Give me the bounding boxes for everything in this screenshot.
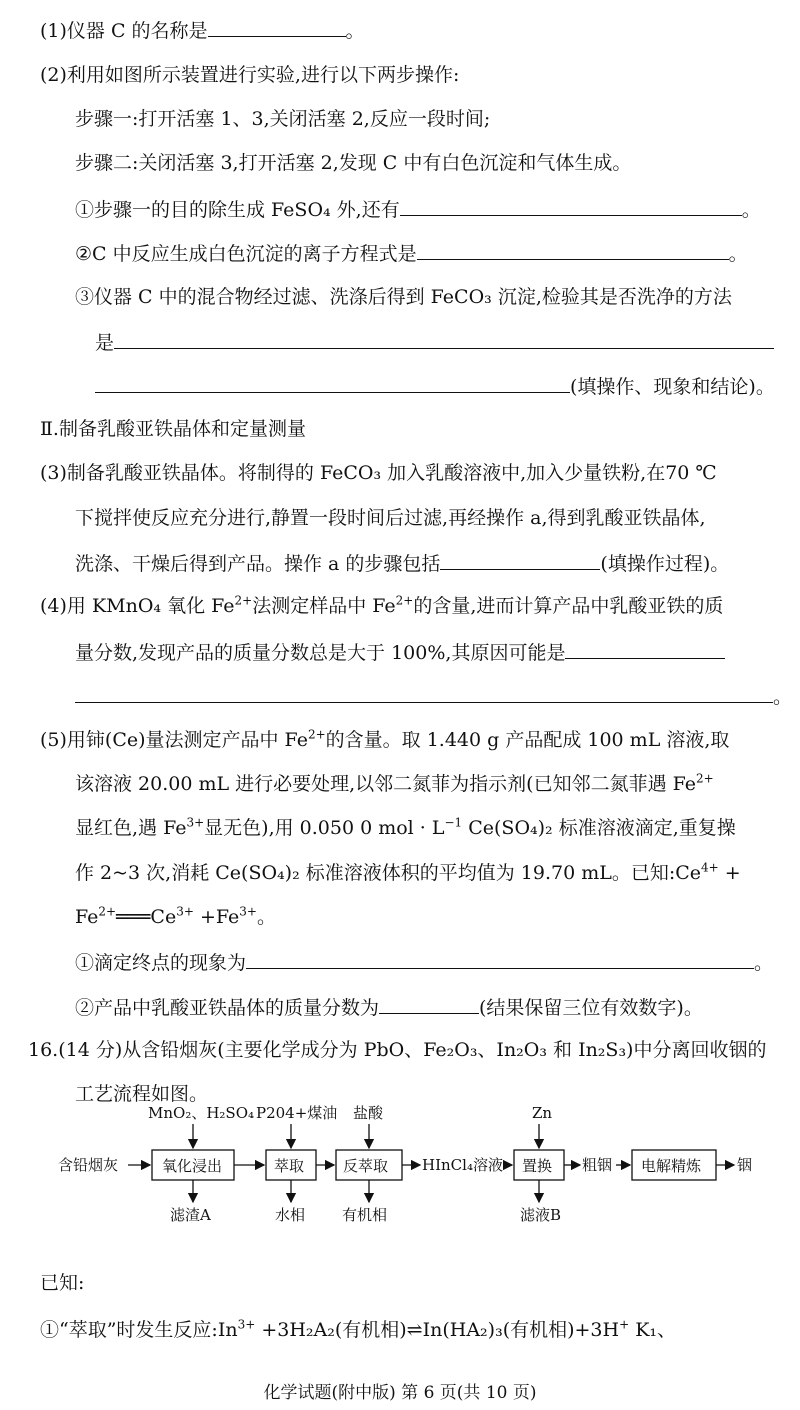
page-footer: 化学试题(附中版) 第 6 页(共 10 页) — [263, 1383, 537, 1403]
q4-line3: 。 — [75, 682, 792, 710]
flow-reagent2-label: P204+煤油 — [256, 1104, 338, 1122]
q5-sub1: ①滴定终点的现象为 。 — [75, 948, 773, 976]
q3-line3: 洗涤、干燥后得到产品。操作 a 的步骤包括 (填操作过程)。 — [75, 549, 729, 577]
q5-line5: $Fe^{2+}═══Ce^{3+} +Fe^{3+}$。 — [75, 904, 276, 928]
q2-sub2: ②C 中反应生成白色沉淀的离子方程式是 。 — [75, 239, 748, 267]
q5-sub1-blank[interactable] — [246, 948, 754, 969]
flow-out3-label: 有机相 — [342, 1206, 388, 1224]
q5-line4: 作 2~3 次,消耗 Ce(SO₄)₂ 标准溶液体积的平均值为 19.70 mL。已知$:Ce^{4+}$ + — [75, 860, 741, 884]
q5-line3: 显红色,遇 $Fe^{3+}$显无色),用 0.050 0 mol · $L^{-1}$ Ce(SO₄)₂ 标准溶液滴定,重复操 — [75, 815, 736, 839]
q1-line: (1)仪器 C 的名称是 。 — [40, 16, 365, 44]
q2-intro: (2)利用如图所示装置进行实验,进行以下两步操作: — [40, 64, 460, 86]
section2-title: Ⅱ.制备乳酸亚铁晶体和定量测量 — [40, 418, 306, 440]
flow-box2-label: 萃取 — [274, 1157, 305, 1175]
q2-sub3-line2: 是 — [95, 328, 774, 356]
q2-sub2-blank[interactable] — [417, 239, 729, 260]
q5-sub2: ②产品中乳酸亚铁晶体的质量分数为 (结果保留三位有效数字)。 — [75, 993, 703, 1021]
q3-blank[interactable] — [440, 549, 600, 570]
flow-reagent3-label: 盐酸 — [353, 1104, 384, 1122]
flow-mid2-label: 粗铟 — [582, 1156, 613, 1174]
q2-sub1-blank[interactable] — [400, 195, 742, 216]
q1-answer-blank[interactable] — [208, 16, 346, 37]
flow-box4-label: 置换 — [522, 1157, 553, 1175]
q4-blank1[interactable] — [565, 638, 725, 659]
flow-box5-label: 电解精炼 — [641, 1157, 702, 1175]
q2-sub1: ①步骤一的目的除生成 FeSO₄ 外,还有 。 — [75, 195, 761, 223]
q4-line2: 量分数,发现产品的质量分数总是大于 100%,其原因可能是 — [75, 638, 725, 666]
q5-line1: (5)用铈(Ce)量法测定产品中 $Fe^{2+}$的含量。取 1.440 g 产品配成 100 mL 溶液,取 — [40, 727, 730, 751]
q5-line2: 该溶液 20.00 mL 进行必要处理,以邻二氮菲为指示剂(已知邻二氮菲遇 $Fe^{2+}$ — [75, 771, 714, 795]
q3-line2: 下搅拌使反应充分进行,静置一段时间后过滤,再经操作 a,得到乳酸亚铁晶体, — [75, 507, 706, 529]
flow-end-label: 铟 — [737, 1156, 753, 1174]
known-line1: ①“萃取”时发生反应$:In^{3+} +3H_2A_2$(有机相)⇌In(HA₂)₃(有机相)+3H+ K₁、 — [40, 1317, 677, 1341]
flow-reagent1-label: MnO₂、H₂SO₄ — [148, 1104, 255, 1122]
flow-start-label: 含铅烟灰 — [58, 1156, 119, 1174]
flow-out2-label: 水相 — [275, 1206, 306, 1224]
q16-line1: 16.(14 分)从含铅烟灰(主要化学成分为 PbO、Fe₂O₃、In₂O₃ 和 In₂S₃)中分离回收铟的 — [28, 1039, 767, 1061]
q5-sub2-blank[interactable] — [379, 993, 479, 1014]
flow-out1-label: 滤渣A — [170, 1206, 211, 1224]
flow-box1-label: 氧化浸出 — [162, 1157, 223, 1175]
q4-line1: (4)用 KMnO₄ 氧化 $Fe^{2+}$法测定样品中 $Fe^{2+}$的含量,进而计算产品中乳酸亚铁的质 — [40, 593, 724, 617]
q2-sub3-blank1[interactable] — [114, 328, 774, 349]
q2-sub3-line1: ③仪器 C 中的混合物经过滤、洗涤后得到 FeCO₃ 沉淀,检验其是否洗净的方法 — [75, 286, 732, 308]
q2-step1: 步骤一:打开活塞 1、3,关闭活塞 2,反应一段时间; — [75, 108, 491, 130]
q16-line2: 工艺流程如图。 — [75, 1083, 209, 1105]
flow-mid-label: HInCl₄溶液 — [422, 1156, 503, 1174]
q2-step2: 步骤二:关闭活塞 3,打开活塞 2,发现 C 中有白色沉淀和气体生成。 — [75, 152, 632, 174]
known-title: 已知: — [40, 1272, 85, 1294]
q2-sub3-line3: (填操作、现象和结论)。 — [95, 372, 775, 400]
q3-line1: (3)制备乳酸亚铁晶体。将制得的 FeCO₃ 加入乳酸溶液中,加入少量铁粉,在70 ℃ — [40, 462, 717, 484]
flow-box3-label: 反萃取 — [343, 1157, 389, 1175]
flow-reagent4-label: Zn — [532, 1104, 553, 1122]
q4-blank2[interactable] — [75, 682, 773, 703]
flow-out4-label: 滤液B — [520, 1206, 562, 1224]
process-flowchart — [0, 1090, 800, 1230]
q2-sub3-blank2[interactable] — [95, 372, 570, 393]
